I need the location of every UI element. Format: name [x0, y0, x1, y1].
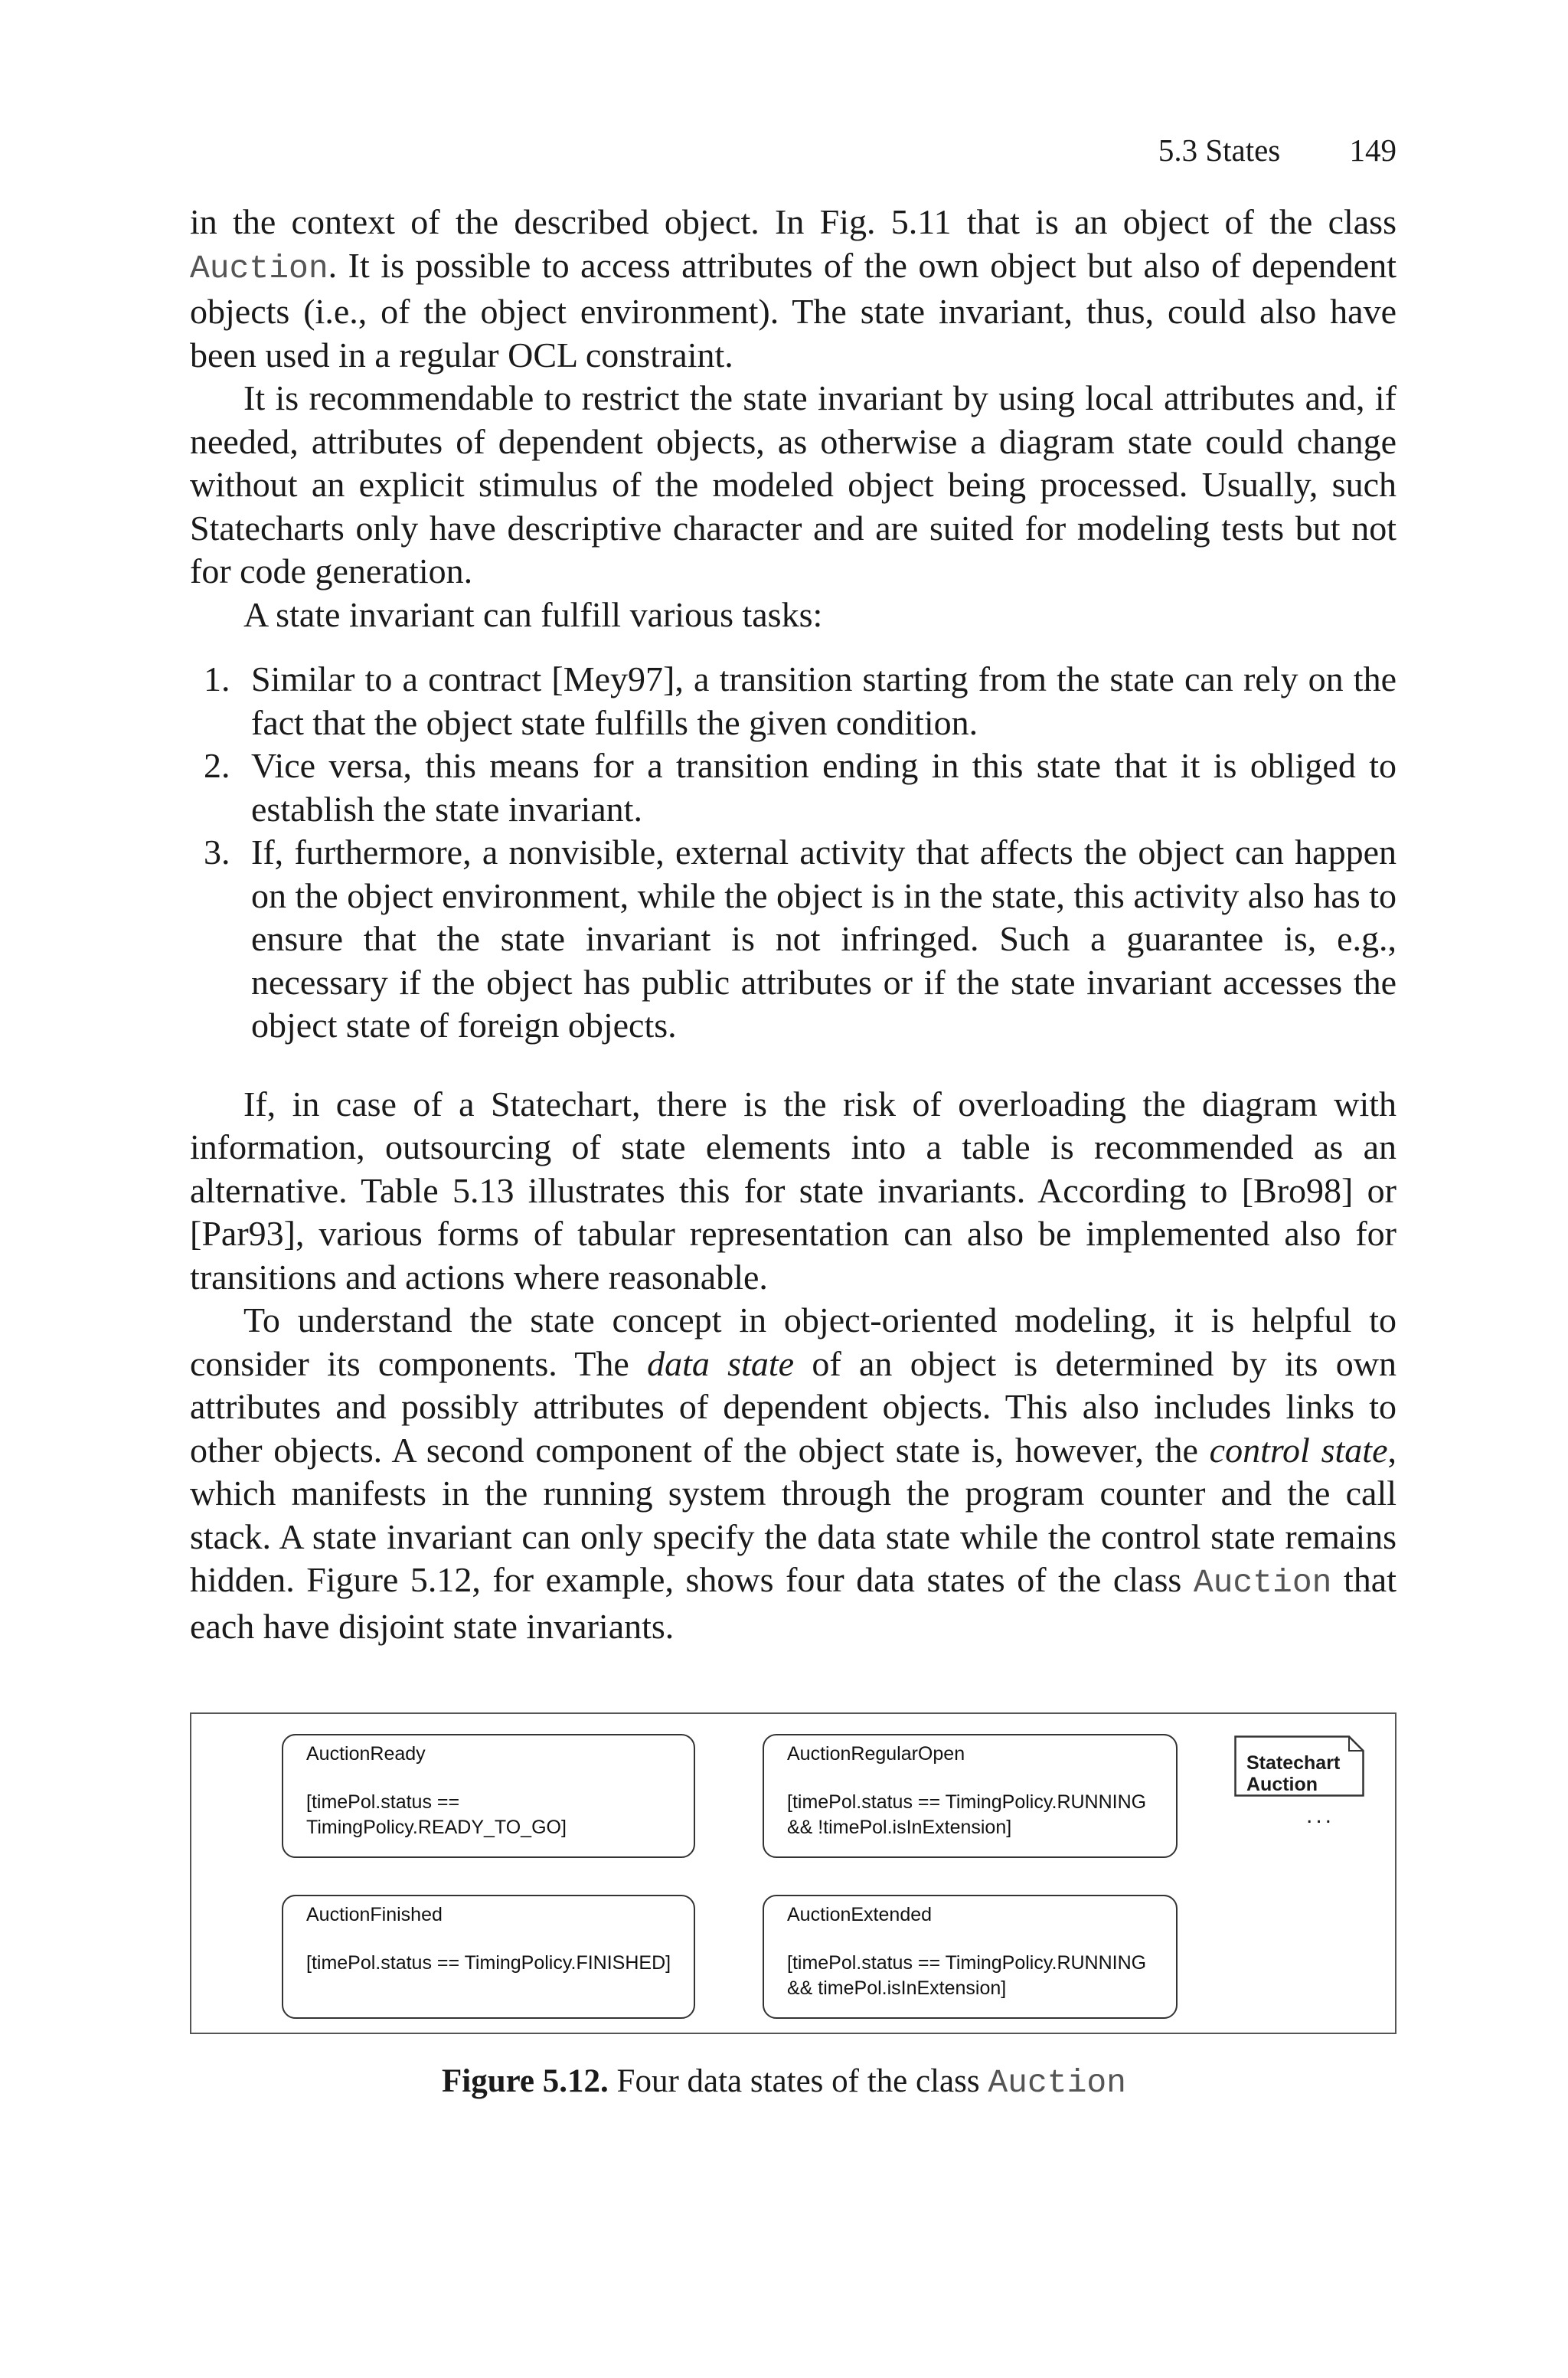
emphasis-data-state: data state — [647, 1343, 795, 1383]
text-run: in the context of the described object. In Fig. 5.11 that is an object of the class — [190, 202, 1396, 241]
caption-text: Four data states of the class — [608, 2063, 988, 2099]
state-invariant: [timePol.status == TimingPolicy.FINISHED] — [306, 1952, 671, 1974]
list-text: Similar to a contract [Mey97], a transition starting from the state can rely on the fact that the object state fulfills the given condition. — [251, 659, 1396, 742]
text-run: To understand the state concept in object-oriented modeling, it is helpful to consider its components. The — [190, 1300, 1396, 1383]
state-invariant: [timePol.status == TimingPolicy.READY_TO_GO] — [306, 1791, 567, 1838]
state-name: AuctionRegularOpen — [787, 1743, 965, 1765]
statechart-figure — [190, 1712, 1396, 2034]
state-name: AuctionFinished — [306, 1904, 443, 1925]
list-number: 2. — [204, 746, 230, 785]
ellipsis: ... — [1306, 1803, 1335, 1828]
caption-label: Figure 5.12. — [442, 2063, 609, 2099]
caption-code: Auction — [988, 2064, 1126, 2102]
body-text — [190, 201, 1396, 1648]
state-invariant: [timePol.status == TimingPolicy.RUNNING && timePol.isInExtension] — [787, 1952, 1147, 1999]
list-item — [190, 658, 1396, 744]
state-name: AuctionExtended — [787, 1904, 933, 1925]
state-auction-extended — [763, 1895, 1178, 2019]
running-header — [1158, 129, 1396, 172]
paragraph-3: A state invariant can fulfill various tasks: — [243, 594, 823, 634]
state-name: AuctionReady — [306, 1743, 426, 1765]
state-auction-finished — [282, 1895, 695, 2019]
text-run: , which manifests in the running system through the program counter and the call stack. A state invariant can only specify the data state while the control state remains hidden. Figure 5.12, for example, shows four data states of the class — [190, 1430, 1396, 1599]
statechart-note — [1234, 1735, 1364, 1797]
paragraph-1 — [190, 201, 1396, 377]
paragraph-2: It is recommendable to restrict the state invariant by using local attributes and, if needed, attributes of dependent objects, as otherwise a diagram state could change without an explicit stimulus of the modeled object being processed. Usually, such Statecharts only have descriptive character and are suited for modeling tests but not for code generation. — [190, 378, 1396, 590]
code-auction: Auction — [1193, 1564, 1332, 1601]
list-number: 1. — [204, 659, 230, 698]
text-run: that each have disjoint state invariants. — [190, 1560, 1396, 1646]
list-text: Vice versa, this means for a transition ending in this state that it is obliged to establish the state invariant. — [251, 746, 1396, 829]
state-auction-ready — [282, 1734, 695, 1858]
list-item — [190, 831, 1396, 1048]
state-auction-regular-open — [763, 1734, 1178, 1858]
note-label: Statechart Auction — [1246, 1752, 1341, 1795]
code-auction: Auction — [190, 249, 328, 287]
state-invariant: [timePol.status == TimingPolicy.RUNNING && !timePol.isInExtension] — [787, 1791, 1147, 1838]
section-title: 5.3 States — [1158, 132, 1281, 168]
list-number: 3. — [204, 832, 230, 872]
page-number: 149 — [1349, 132, 1396, 168]
task-list — [190, 658, 1396, 1048]
list-text: If, furthermore, a nonvisible, external activity that affects the object can happen on the object environment, while the object is in the state, this activity also has to ensure that the state invariant is not infringed. Such a guarantee is, e.g., necessary if the object has public attributes or if the state invariant accesses the object state of foreign objects. — [251, 832, 1396, 1045]
text-run: of an object is determined by its own attributes and possibly attributes of dependent objects. This also includes links to other objects. A second component of the object state is, however, the — [190, 1343, 1396, 1470]
emphasis-control-state: control state — [1209, 1430, 1388, 1470]
text-run: . It is possible to access attributes of the own object but also of dependent objects (i.e., of the object environment). The state invariant, thus, could also have been used in a regular OCL constraint. — [190, 245, 1396, 375]
figure-caption — [0, 2060, 1568, 2105]
paragraph-5 — [190, 1299, 1396, 1648]
list-item — [190, 744, 1396, 831]
paragraph-4: If, in case of a Statechart, there is the risk of overloading the diagram with information, outsourcing of state elements into a table is recommended as an alternative. Table 5.13 illustrates this for state invariants. According to [Bro98] or [Par93], various forms of tabular representation can also be implemented also for transitions and actions where reasonable. — [190, 1084, 1396, 1297]
